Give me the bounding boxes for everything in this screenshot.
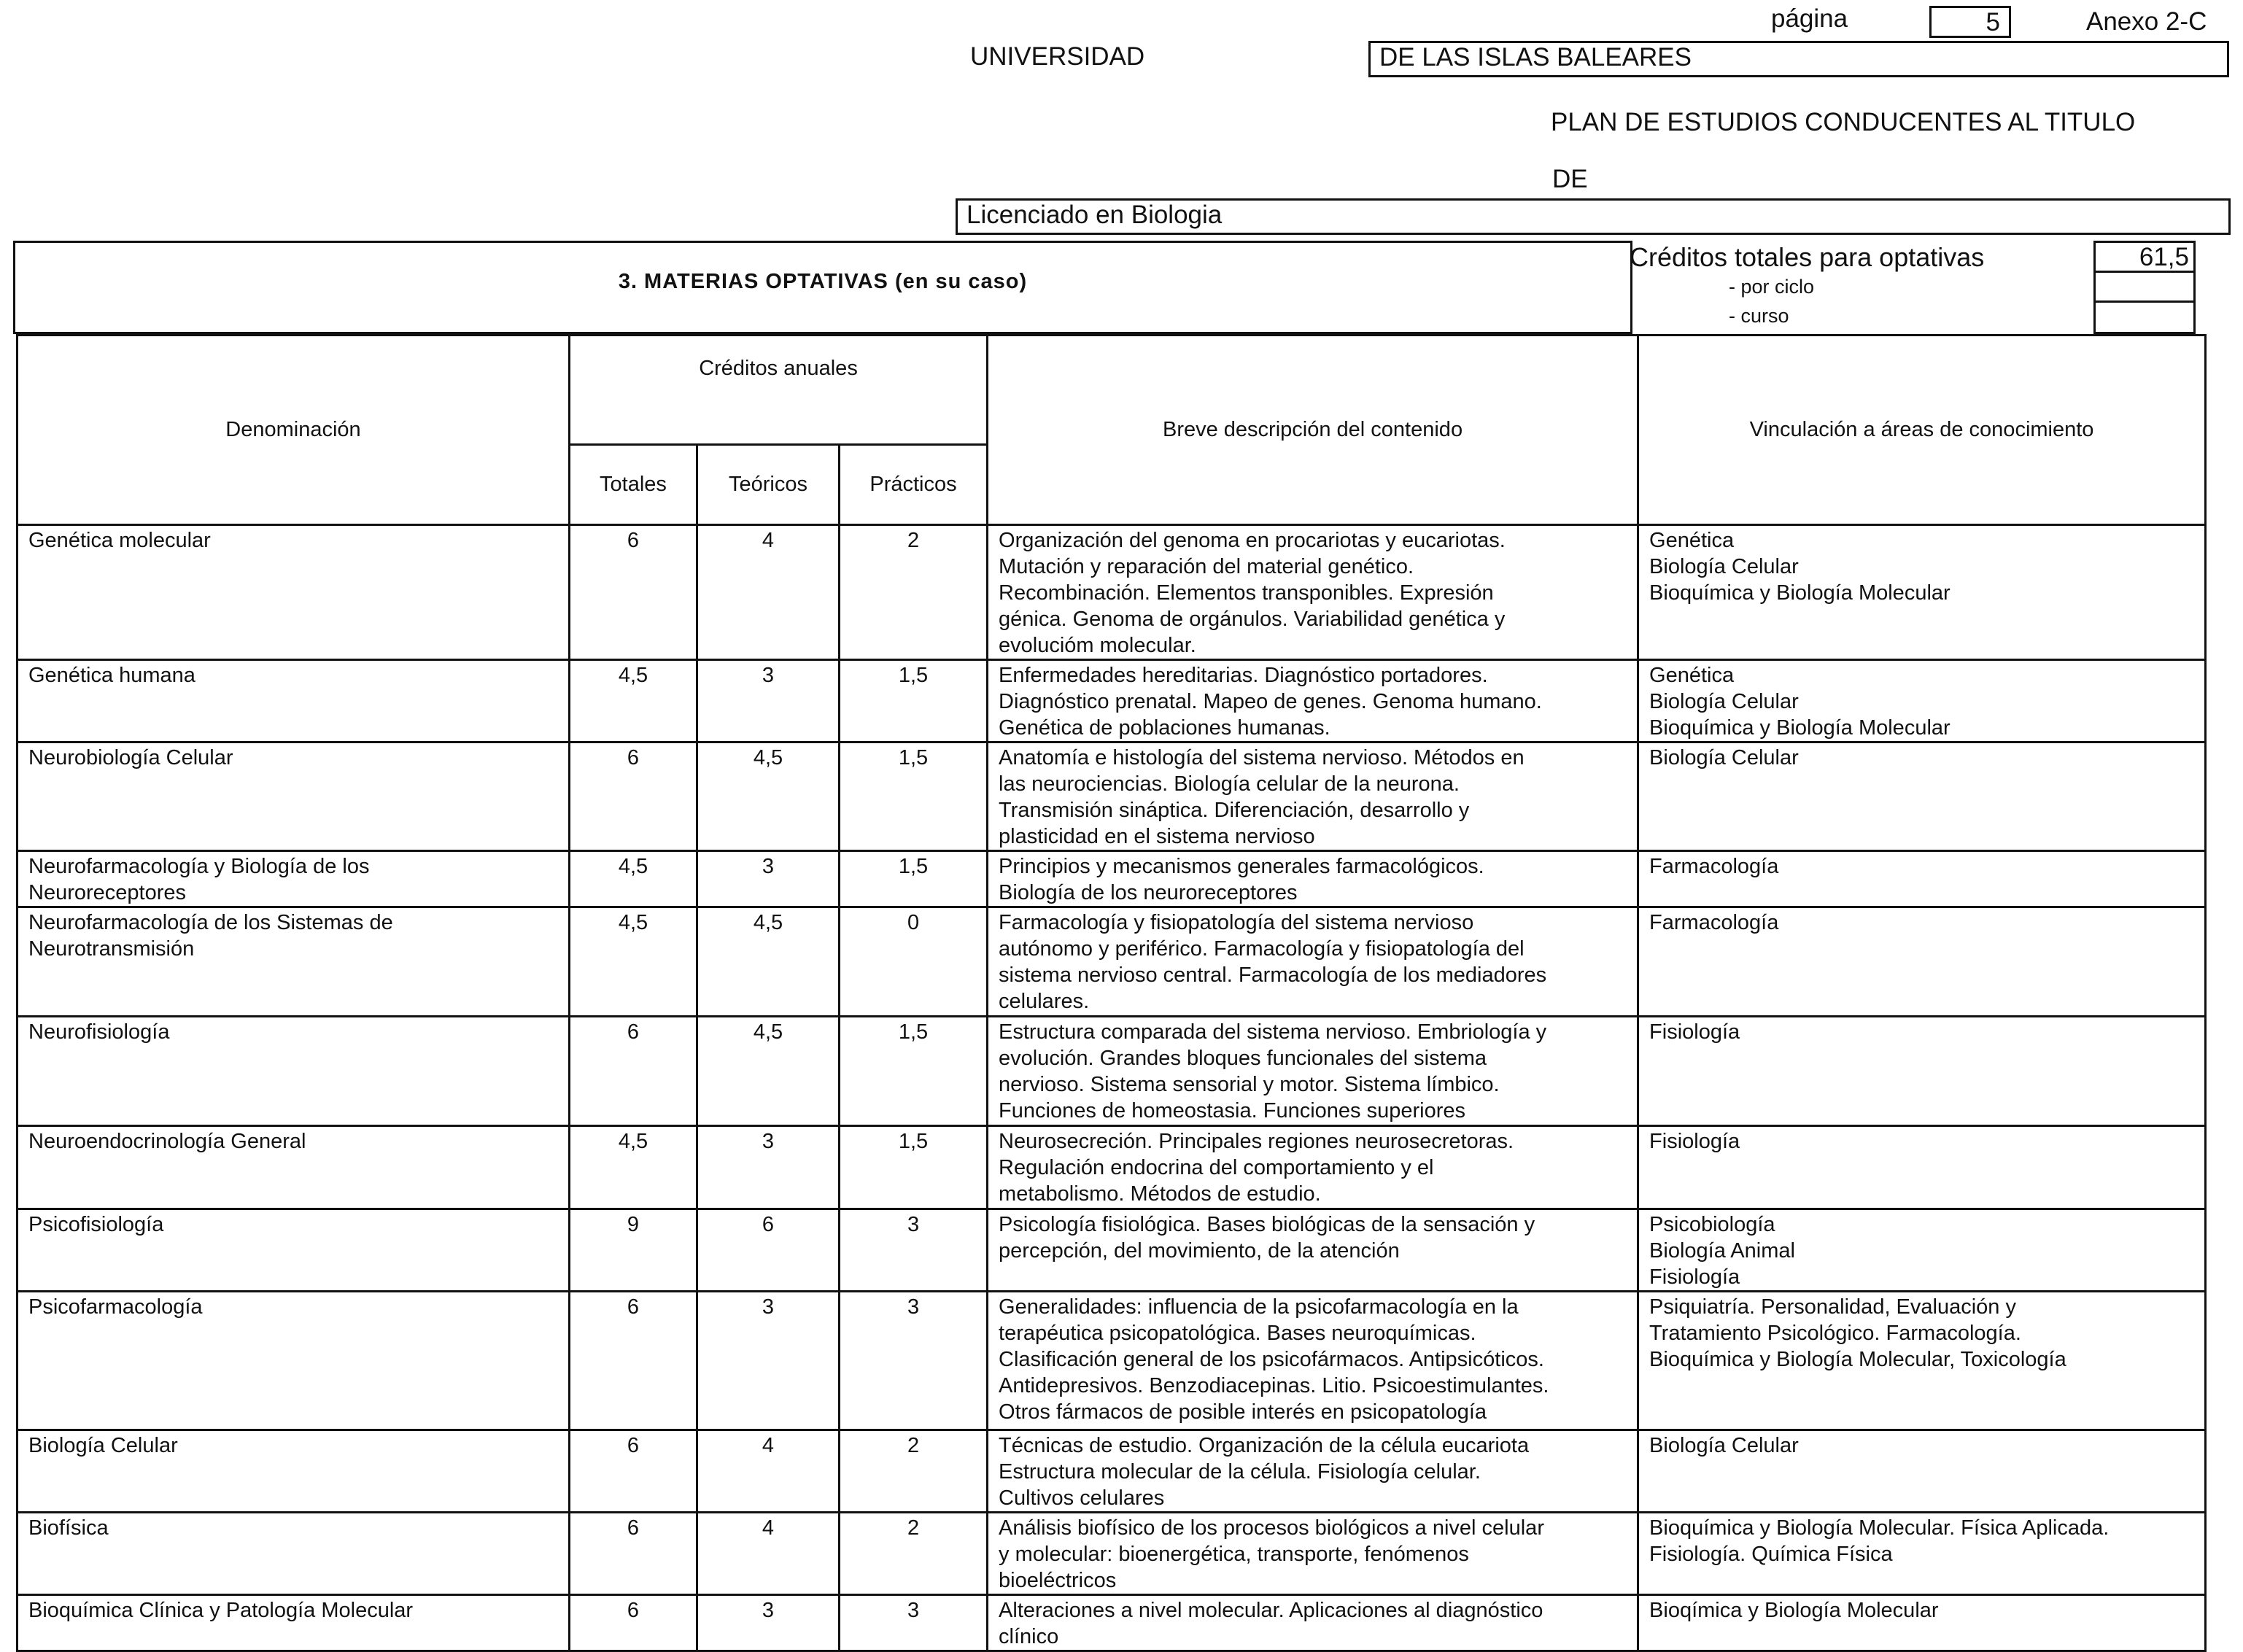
subject-description: Generalidades: influencia de la psicofarmacología en la terapéutica psicopatológica. Bases neuroquímicas. Clasificación general de los psicofármacos. Antipsicóticos. Antidepresivos. Benzodiacepinas. Litio. Psicoestimulantes. Otros fármacos de posible interés en psicopatología xyxy=(988,1292,1638,1430)
de-label: DE xyxy=(1552,165,1588,193)
por-ciclo-label: - por ciclo xyxy=(1729,276,1815,298)
table-row xyxy=(18,1595,2206,1651)
knowledge-areas: Bioquímica y Biología Molecular. Física Aplicada. Fisiología. Química Física xyxy=(1638,1513,2206,1595)
credits-practicos: 3 xyxy=(840,1292,988,1430)
subject-name: Neuroendocrinología General xyxy=(18,1126,570,1209)
credits-totales: 4,5 xyxy=(570,660,697,742)
curso-value xyxy=(2093,300,2196,334)
col-header-creditos: Créditos anuales xyxy=(570,336,988,445)
col-header-practicos: Prácticos xyxy=(840,445,988,525)
knowledge-areas: Genética Biología Celular Bioquímica y Biología Molecular xyxy=(1638,525,2206,660)
subject-description: Alteraciones a nivel molecular. Aplicaciones al diagnóstico clínico xyxy=(988,1595,1638,1651)
credits-totales: 6 xyxy=(570,1595,697,1651)
knowledge-areas: Fisiología xyxy=(1638,1017,2206,1126)
credits-totales: 6 xyxy=(570,742,697,851)
section-title: 3. MATERIAS OPTATIVAS (en su caso) xyxy=(618,270,1028,293)
table-row xyxy=(18,907,2206,1017)
credits-practicos: 0 xyxy=(840,907,988,1017)
knowledge-areas: Biología Celular xyxy=(1638,1430,2206,1513)
credits-teoricos: 4,5 xyxy=(697,907,840,1017)
subject-description: Neurosecreción. Principales regiones neurosecretoras. Regulación endocrina del comportamiento y el metabolismo. Métodos de estudio. xyxy=(988,1126,1638,1209)
subject-name: Bioquímica Clínica y Patología Molecular xyxy=(18,1595,570,1651)
page-label: página xyxy=(1771,4,1848,33)
credits-teoricos: 4 xyxy=(697,525,840,660)
university-name: DE LAS ISLAS BALEARES xyxy=(1368,41,2229,77)
university-label: UNIVERSIDAD xyxy=(970,42,1145,71)
subject-name: Biología Celular xyxy=(18,1430,570,1513)
credits-teoricos: 4 xyxy=(697,1513,840,1595)
subject-description: Organización del genoma en procariotas y eucariotas. Mutación y reparación del material genético. Recombinación. Elementos transponibles. Expresión génica. Genoma de orgánulos. Variabilidad genética y evolucióm molecular. xyxy=(988,525,1638,660)
table-row xyxy=(18,1292,2206,1430)
col-header-teoricos: Teóricos xyxy=(697,445,840,525)
table-row xyxy=(18,1126,2206,1209)
credits-teoricos: 4,5 xyxy=(697,1017,840,1126)
subject-name: Neurobiología Celular xyxy=(18,742,570,851)
credits-totales: 6 xyxy=(570,1513,697,1595)
credits-practicos: 2 xyxy=(840,1513,988,1595)
credits-teoricos: 6 xyxy=(697,1209,840,1292)
credits-teoricos: 3 xyxy=(697,851,840,907)
credits-totales: 4,5 xyxy=(570,1126,697,1209)
curso-label: - curso xyxy=(1729,305,1789,327)
subject-name: Psicofarmacología xyxy=(18,1292,570,1430)
knowledge-areas: Farmacología xyxy=(1638,851,2206,907)
annex-label: Anexo 2-C xyxy=(2086,7,2207,36)
credits-teoricos: 3 xyxy=(697,1292,840,1430)
subject-name: Neurofisiología xyxy=(18,1017,570,1126)
table-row xyxy=(18,525,2206,660)
subject-name: Neurofarmacología y Biología de los Neuroreceptores xyxy=(18,851,570,907)
subject-name: Neurofarmacología de los Sistemas de Neurotransmisión xyxy=(18,907,570,1017)
optional-subjects-table xyxy=(16,334,2207,1652)
page-number: 5 xyxy=(1929,6,2011,38)
table-row xyxy=(18,660,2206,742)
credits-label: Créditos totales para optativas xyxy=(1630,242,1985,272)
knowledge-areas: Genética Biología Celular Bioquímica y Biología Molecular xyxy=(1638,660,2206,742)
credits-teoricos: 3 xyxy=(697,1126,840,1209)
subject-description: Anatomía e histología del sistema nervioso. Métodos en las neurociencias. Biología celular de la neurona. Transmisión sináptica. Diferenciación, desarrollo y plasticidad en el sistema nervioso xyxy=(988,742,1638,851)
col-header-vinculacion: Vinculación a áreas de conocimiento xyxy=(1638,336,2206,525)
credits-practicos: 1,5 xyxy=(840,1017,988,1126)
col-header-totales: Totales xyxy=(570,445,697,525)
plan-title: PLAN DE ESTUDIOS CONDUCENTES AL TITULO xyxy=(1551,108,2136,136)
subject-description: Farmacología y fisiopatología del sistema nervioso autónomo y periférico. Farmacología y fisiopatología del sistema nervioso central. Farmacología de los mediadores celulares. xyxy=(988,907,1638,1017)
knowledge-areas: Psiquiatría. Personalidad, Evaluación y Tratamiento Psicológico. Farmacología. Bioquímica y Biología Molecular, Toxicología xyxy=(1638,1292,2206,1430)
subject-description: Análisis biofísico de los procesos biológicos a nivel celular y molecular: bioenergética, transporte, fenómenos bioeléctricos xyxy=(988,1513,1638,1595)
credits-practicos: 3 xyxy=(840,1209,988,1292)
credits-practicos: 1,5 xyxy=(840,1126,988,1209)
credits-total: 61,5 xyxy=(2093,241,2196,273)
knowledge-areas: Bioqímica y Biología Molecular xyxy=(1638,1595,2206,1651)
credits-totales: 6 xyxy=(570,1292,697,1430)
knowledge-areas: Fisiología xyxy=(1638,1126,2206,1209)
por-ciclo-value xyxy=(2093,271,2196,303)
subject-description: Técnicas de estudio. Organización de la célula eucariota Estructura molecular de la célula. Fisiología celular. Cultivos celulares xyxy=(988,1430,1638,1513)
credits-totales: 6 xyxy=(570,525,697,660)
credits-teoricos: 3 xyxy=(697,660,840,742)
credits-practicos: 2 xyxy=(840,1430,988,1513)
subject-description: Estructura comparada del sistema nervioso. Embriología y evolución. Grandes bloques funcionales del sistema nervioso. Sistema sensorial y motor. Sistema límbico. Funciones de homeostasia. Funciones superiores xyxy=(988,1017,1638,1126)
degree-name: Licenciado en Biologia xyxy=(956,198,2231,235)
subject-description: Psicología fisiológica. Bases biológicas de la sensación y percepción, del movimiento, de la atención xyxy=(988,1209,1638,1292)
table-row xyxy=(18,1017,2206,1126)
subject-name: Genética humana xyxy=(18,660,570,742)
credits-totales: 6 xyxy=(570,1430,697,1513)
credits-practicos: 1,5 xyxy=(840,660,988,742)
knowledge-areas: Psicobiología Biología Animal Fisiología xyxy=(1638,1209,2206,1292)
knowledge-areas: Biología Celular xyxy=(1638,742,2206,851)
credits-teoricos: 4 xyxy=(697,1430,840,1513)
credits-practicos: 3 xyxy=(840,1595,988,1651)
credits-practicos: 1,5 xyxy=(840,742,988,851)
table-row xyxy=(18,1430,2206,1513)
col-header-denominacion: Denominación xyxy=(18,336,570,525)
table-row xyxy=(18,742,2206,851)
credits-practicos: 1,5 xyxy=(840,851,988,907)
subject-name: Psicofisiología xyxy=(18,1209,570,1292)
credits-summary xyxy=(1627,241,2196,334)
subject-name: Biofísica xyxy=(18,1513,570,1595)
col-header-descripcion: Breve descripción del contenido xyxy=(988,336,1638,525)
credits-totales: 4,5 xyxy=(570,907,697,1017)
table-row xyxy=(18,851,2206,907)
subject-name: Genética molecular xyxy=(18,525,570,660)
credits-teoricos: 4,5 xyxy=(697,742,840,851)
table-row xyxy=(18,1209,2206,1292)
credits-totales: 6 xyxy=(570,1017,697,1126)
credits-teoricos: 3 xyxy=(697,1595,840,1651)
subject-description: Enfermedades hereditarias. Diagnóstico portadores. Diagnóstico prenatal. Mapeo de genes. Genoma humano. Genética de poblaciones humanas. xyxy=(988,660,1638,742)
subject-description: Principios y mecanismos generales farmacológicos. Biología de los neuroreceptores xyxy=(988,851,1638,907)
table-row xyxy=(18,1513,2206,1595)
credits-totales: 9 xyxy=(570,1209,697,1292)
credits-practicos: 2 xyxy=(840,525,988,660)
credits-totales: 4,5 xyxy=(570,851,697,907)
knowledge-areas: Farmacología xyxy=(1638,907,2206,1017)
